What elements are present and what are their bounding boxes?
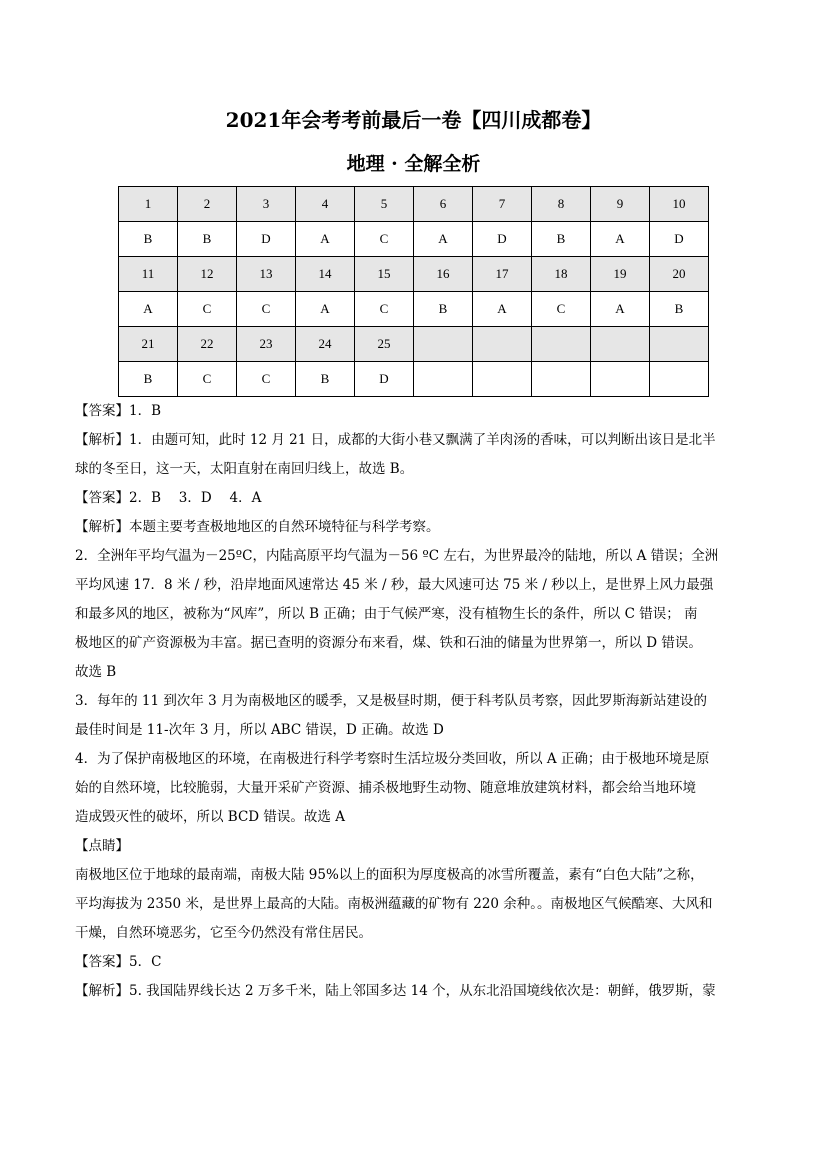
answer-cell: D: [473, 222, 532, 257]
answer-cell: [591, 362, 650, 397]
question-number-cell: [591, 327, 650, 362]
document-title: 2021年会考考前最后一卷【四川成都卷】: [225, 108, 602, 132]
question-number-cell: 16: [414, 257, 473, 292]
answer-cell: C: [532, 292, 591, 327]
answer-cell: [532, 362, 591, 397]
question-number-cell: 3: [237, 187, 296, 222]
answer-cell: [414, 362, 473, 397]
answer-cell: A: [296, 222, 355, 257]
question-number-cell: 19: [591, 257, 650, 292]
answer-cell: C: [178, 362, 237, 397]
question-number-cell: 1: [119, 187, 178, 222]
text-line: 极地区的矿产资源极为丰富。据已查明的资源分布来看，煤、铁和石油的储量为世界第一，所以 D 错误。: [75, 635, 702, 651]
text-line: 【答案】5．C: [75, 954, 162, 970]
answer-cell: A: [591, 292, 650, 327]
question-number-cell: 13: [237, 257, 296, 292]
answer-cell: [473, 362, 532, 397]
text-line: 【答案】1．B: [75, 403, 162, 419]
answer-cell: C: [237, 362, 296, 397]
explanation-text: [75, 397, 765, 1006]
question-number-cell: 25: [355, 327, 414, 362]
text-line: 平均风速 17．8 米 / 秒，沿岸地面风速常达 45 米 / 秒，最大风速可达 75 米 / 秒以上，是世界上风力最强: [75, 577, 714, 593]
answer-cell: B: [296, 362, 355, 397]
question-number-cell: [532, 327, 591, 362]
text-line: 球的冬至日，这一天，太阳直射在南回归线上，故选 B。: [75, 461, 414, 477]
question-number-cell: 10: [650, 187, 709, 222]
text-line: 平均海拔为 2350 米，是世界上最高的大陆。南极洲蕴藏的矿物有 220 余种。。南极地区气候酷寒、大风和: [75, 896, 713, 912]
text-line: 故选 B: [75, 664, 117, 680]
question-number-cell: 17: [473, 257, 532, 292]
question-number-cell: 11: [119, 257, 178, 292]
question-number-cell: 21: [119, 327, 178, 362]
answer-cell: A: [119, 292, 178, 327]
answer-cell: B: [414, 292, 473, 327]
text-line: 干燥，自然环境恶劣，它至今仍然没有常住居民。: [75, 925, 372, 941]
question-number-cell: 23: [237, 327, 296, 362]
answer-row: [119, 292, 709, 327]
text-line: 始的自然环境，比较脆弱，大量开采矿产资源、捕杀极地野生动物、随意堆放建筑材料，都会给当地环境: [75, 780, 696, 796]
question-number-cell: 6: [414, 187, 473, 222]
answer-cell: B: [119, 222, 178, 257]
question-number-cell: 5: [355, 187, 414, 222]
question-number-cell: 24: [296, 327, 355, 362]
question-number-cell: 9: [591, 187, 650, 222]
text-line: 3．每年的 11 到次年 3 月为南极地区的暖季，又是极昼时期，便于科考队员考察，因此罗斯海新站建设的: [75, 693, 708, 709]
answer-cell: B: [119, 362, 178, 397]
answer-cell: B: [650, 292, 709, 327]
question-number-cell: 22: [178, 327, 237, 362]
answer-cell: C: [355, 222, 414, 257]
text-line: 造成毁灭性的破坏，所以 BCD 错误。故选 A: [75, 809, 345, 825]
answer-row: [119, 222, 709, 257]
question-number-cell: 15: [355, 257, 414, 292]
text-line: 最佳时间是 11-次年 3 月，所以 ABC 错误，D 正确。故选 D: [75, 722, 444, 738]
question-number-cell: 7: [473, 187, 532, 222]
question-number-cell: 18: [532, 257, 591, 292]
question-number-cell: 14: [296, 257, 355, 292]
question-number-row: [119, 327, 709, 362]
question-number-row: [119, 257, 709, 292]
text-line: 【答案】2．B 3．D 4．A: [75, 490, 262, 506]
question-number-cell: 20: [650, 257, 709, 292]
question-number-cell: 4: [296, 187, 355, 222]
text-line: 【解析】本题主要考查极地地区的自然环境特征与科学考察。: [75, 519, 440, 535]
answer-cell: B: [532, 222, 591, 257]
text-line: 2．全洲年平均气温为－25ºC，内陆高原平均气温为－56 ºC 左右，为世界最冷的陆地，所以 A 错误；全洲: [75, 548, 719, 564]
text-line: 【解析】5. 我国陆界线长达 2 万多千米，陆上邻国多达 14 个，从东北沿国境线依次是：朝鲜，俄罗斯，蒙: [75, 983, 716, 999]
answer-cell: B: [178, 222, 237, 257]
answer-cell: D: [355, 362, 414, 397]
answer-cell: A: [591, 222, 650, 257]
answer-cell: A: [296, 292, 355, 327]
answer-cell: [650, 362, 709, 397]
answer-row: [119, 362, 709, 397]
question-number-cell: [414, 327, 473, 362]
text-line: 和最多风的地区，被称为“风库”，所以 B 正确；由于气候严寒，没有植物生长的条件，所以 C 错误； 南: [75, 606, 698, 622]
question-number-row: [119, 187, 709, 222]
answer-cell: D: [237, 222, 296, 257]
text-line: 【解析】1．由题可知，此时 12 月 21 日，成都的大街小巷又飘满了羊肉汤的香味，可以判断出该日是北半: [75, 432, 716, 448]
question-number-cell: [650, 327, 709, 362]
text-line: 南极地区位于地球的最南端，南极大陆 95%以上的面积为厚度极高的冰雪所覆盖，素有“白色大陆”之称，: [75, 867, 704, 883]
question-number-cell: 8: [532, 187, 591, 222]
question-number-cell: 12: [178, 257, 237, 292]
text-line: 4．为了保护南极地区的环境，在南极进行科学考察时生活垃圾分类回收，所以 A 正确；由于极地环境是原: [75, 751, 710, 767]
text-line: 【点睛】: [75, 838, 129, 854]
answer-table: [118, 186, 709, 397]
answer-cell: A: [414, 222, 473, 257]
document-subtitle: 地理 · 全解全析: [346, 153, 481, 175]
answer-cell: A: [473, 292, 532, 327]
question-number-cell: 2: [178, 187, 237, 222]
question-number-cell: [473, 327, 532, 362]
answer-cell: C: [237, 292, 296, 327]
answer-cell: D: [650, 222, 709, 257]
answer-cell: C: [178, 292, 237, 327]
answer-cell: C: [355, 292, 414, 327]
